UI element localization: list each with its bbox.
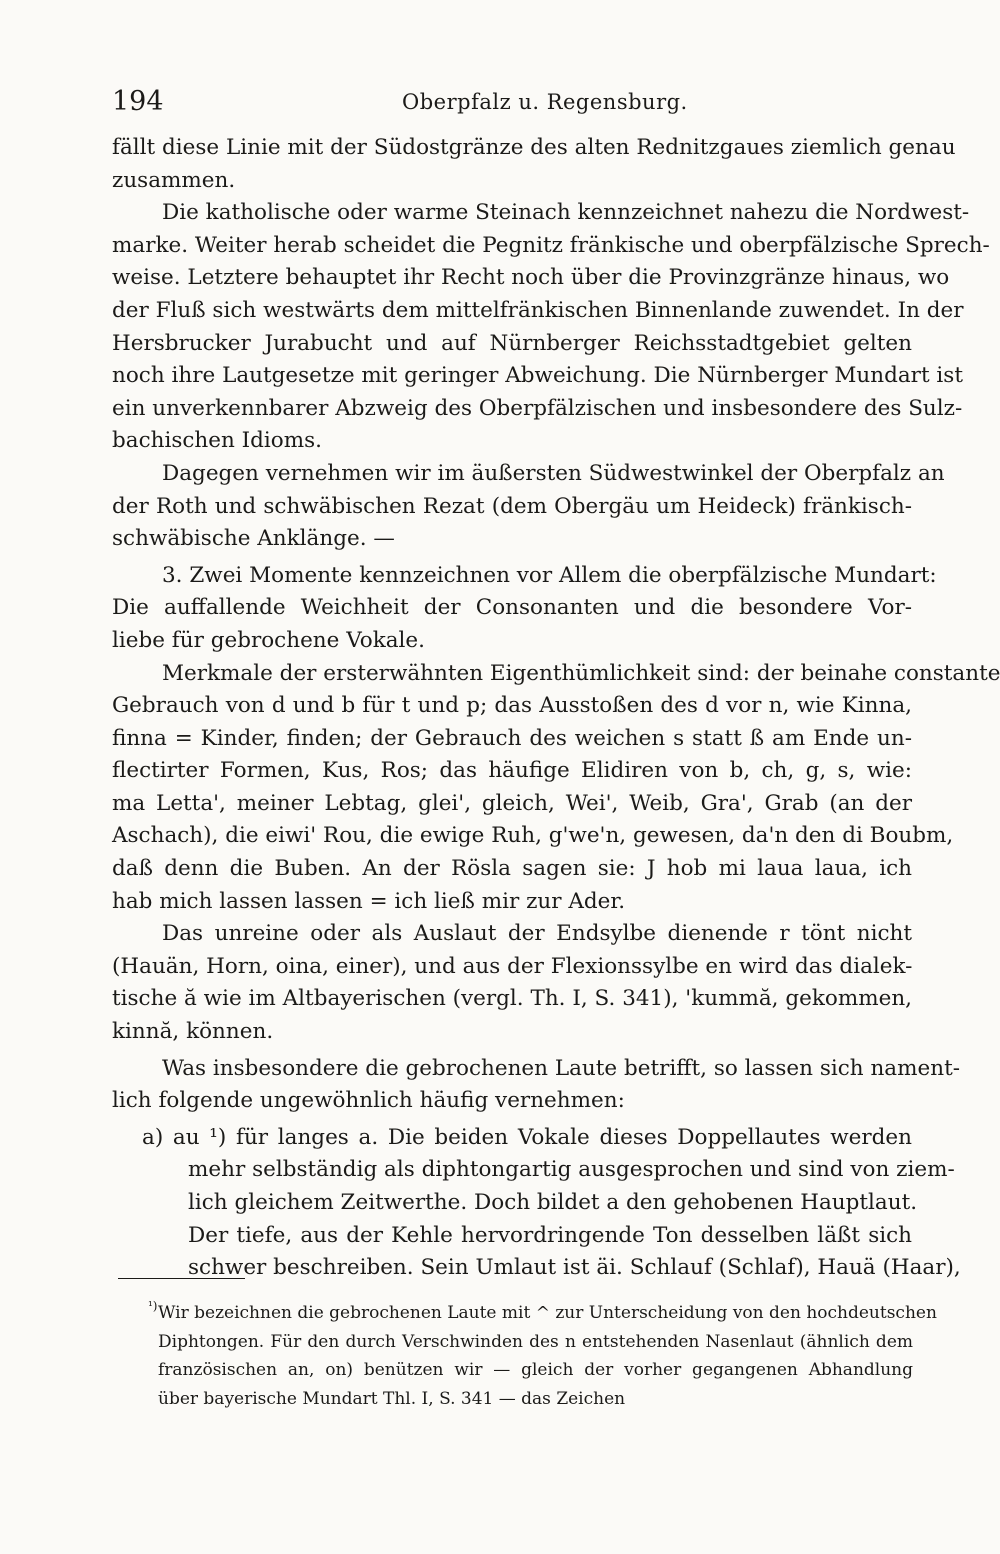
text-line: zusammen. <box>112 167 236 193</box>
footnote <box>148 1299 937 1413</box>
text-line: liebe für gebrochene Vokale. <box>112 627 425 653</box>
text-line: kinnă, können. <box>112 1019 274 1045</box>
text-line: Aschach), die eiwi' Rou, die ewige Ruh, g'we'n, gewesen, da'n den di Boubm, <box>112 823 954 849</box>
footnote-line: Diphtongen. Für den durch Verschwinden des n entstehenden Nasenlaut (ähnlich dem <box>158 1331 913 1352</box>
footnote-line: französischen an, on) benützen wir — gleich der vorher gegangenen Abhandlung <box>158 1360 913 1380</box>
text-line: a) au ¹) für langes a. Die beiden Vokale dieses Doppellautes werden <box>142 1124 912 1150</box>
text-line: Gebrauch von d und b für t und p; das Ausstoßen des d vor n, wie Kinna, <box>112 693 912 719</box>
text-line: ein unverkennbarer Abzweig des Oberpfälzischen und insbesondere des Sulz- <box>112 395 963 421</box>
text-line: tische ă wie im Altbayerischen (vergl. Th. I, S. 341), 'kummă, gekommen, <box>112 986 912 1012</box>
text-line: mehr selbständig als diphtongartig ausgesprochen und sind von ziem- <box>188 1157 955 1183</box>
text-line: bachischen Idioms. <box>112 428 323 454</box>
text-line: (Hauän, Horn, oina, einer), und aus der Flexionssylbe en wird das dialek- <box>112 953 913 979</box>
text-line: schwer beschreiben. Sein Umlaut ist äi. Schlauf (Schlaf), Hauä (Haar), <box>188 1255 961 1281</box>
body-text <box>112 132 1000 1285</box>
text-line: Das unreine oder als Auslaut der Endsylbe dienende r tönt nicht <box>162 921 912 947</box>
text-line: ma Letta', meiner Lebtag, glei', gleich, Wei', Weib, Gra', Grab (an der <box>112 790 912 816</box>
text-line: Die katholische oder warme Steinach kennzeichnet nahezu die Nordwest- <box>162 200 970 226</box>
text-line: Hersbrucker Jurabucht und auf Nürnberger Reichsstadtgebiet gelten <box>112 330 912 356</box>
text-line: 3. Zwei Momente kennzeichnen vor Allem die oberpfälzische Mundart: <box>162 562 937 588</box>
text-line: finna = Kinder, finden; der Gebrauch des weichen s statt ß am Ende un- <box>112 725 912 751</box>
footnote-divider <box>118 1278 245 1279</box>
text-line: weise. Letztere behauptet ihr Recht noch über die Provinzgränze hinaus, wo <box>112 265 950 291</box>
text-line: der Fluß sich westwärts dem mittelfränkischen Binnenlande zuwendet. In der <box>112 297 964 323</box>
text-line: flectirter Formen, Kus, Ros; das häufige Elidiren von b, ch, g, s, wie: <box>112 758 912 784</box>
text-line: schwäbische Anklänge. — <box>112 526 395 552</box>
page-header <box>112 86 920 126</box>
text-line: marke. Weiter herab scheidet die Pegnitz fränkische und oberpfälzische Sprech- <box>112 232 990 258</box>
text-line: fällt diese Linie mit der Südostgränze des alten Rednitzgaues ziemlich genau <box>112 135 956 160</box>
text-line: daß denn die Buben. An der Rösla sagen sie: J hob mi laua laua, ich <box>112 856 912 882</box>
text-line: Dagegen vernehmen wir im äußersten Südwestwinkel der Oberpfalz an <box>162 460 945 486</box>
footnote-marker: ¹) <box>148 1299 158 1313</box>
text-line: lich gleichem Zeitwerthe. Doch bildet a den gehobenen Hauptlaut. <box>188 1190 918 1215</box>
footnote-line: über bayerische Mundart Thl. I, S. 341 — das Zeichen <box>158 1388 626 1409</box>
text-line: Die auffallende Weichheit der Consonanten und die besondere Vor- <box>112 595 912 621</box>
text-line: hab mich lassen lassen = ich ließ mir zur Ader. <box>112 888 626 914</box>
footnote-line: Wir bezeichnen die gebrochenen Laute mit ^ zur Unterscheidung von den hochdeutschen <box>158 1303 937 1323</box>
text-line: Was insbesondere die gebrochenen Laute betrifft, so lassen sich nament- <box>162 1055 960 1081</box>
text-line: lich folgende ungewöhnlich häufig vernehmen: <box>112 1088 625 1114</box>
text-line: Der tiefe, aus der Kehle hervordringende Ton desselben läßt sich <box>188 1222 912 1248</box>
running-title: Oberpfalz u. Regensburg. <box>402 90 688 114</box>
text-line: Merkmale der ersterwähnten Eigenthümlichkeit sind: der beinahe constante <box>162 660 1000 686</box>
text-line: der Roth und schwäbischen Rezat (dem Obergäu um Heideck) fränkisch- <box>112 493 912 519</box>
page-number: 194 <box>112 86 164 117</box>
text-line: noch ihre Lautgesetze mit geringer Abweichung. Die Nürnberger Mundart ist <box>112 363 963 389</box>
